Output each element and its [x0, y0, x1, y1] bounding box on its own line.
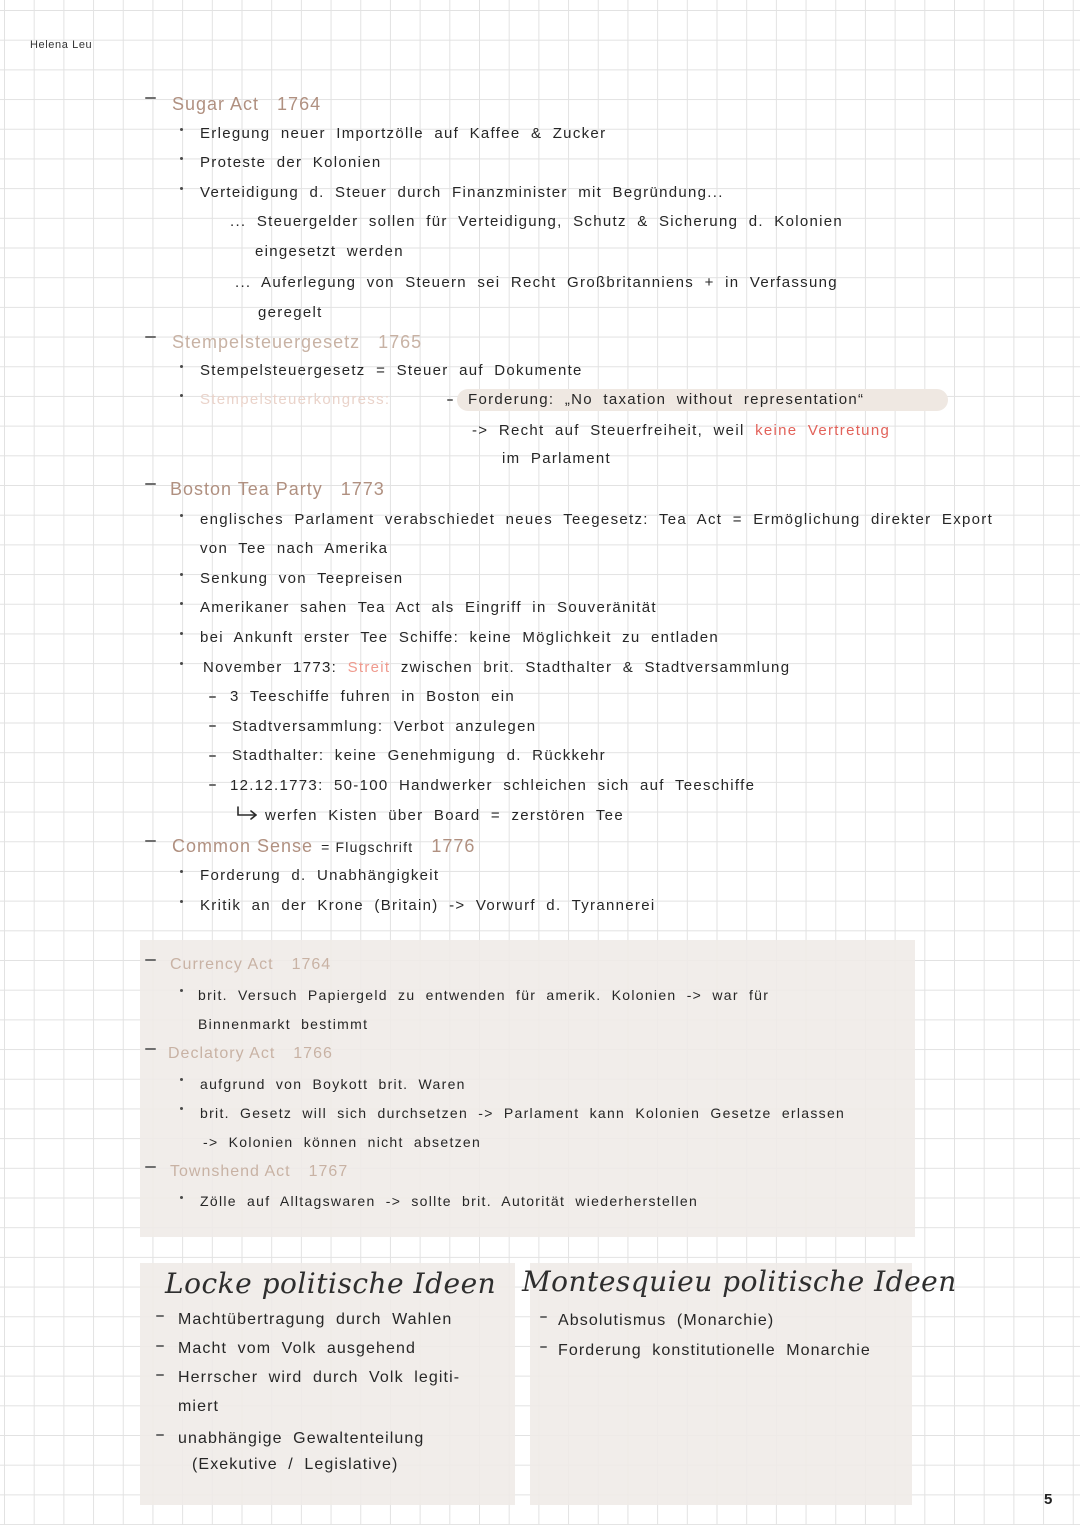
dash-marker: [540, 1346, 547, 1348]
bullet-dot: [180, 900, 183, 903]
dash-marker: [145, 1166, 156, 1168]
dash-marker: [209, 725, 216, 727]
bullet-dot: [180, 394, 183, 397]
detail-line: Stadthalter: keine Genehmigung d. Rückkehr: [232, 747, 606, 764]
sugar-act-heading: [172, 93, 321, 115]
page-number: 5: [1044, 1491, 1053, 1508]
note-line: Verteidigung d. Steuer durch Finanzminister mit Begründung...: [200, 184, 724, 201]
bullet-dot: [180, 870, 183, 873]
heading-title: Stempelsteuergesetz: [172, 332, 361, 352]
heading-title: Currency Act: [170, 956, 274, 973]
locke-title: Locke politische Ideen: [165, 1267, 497, 1300]
common-sense-heading: [172, 835, 475, 858]
sub-note-line: eingesetzt werden: [255, 243, 404, 260]
currency-act-heading: [170, 954, 331, 976]
note-line: Amerikaner sahen Tea Act als Eingriff in Souveränität: [200, 599, 657, 616]
dash-marker: [156, 1374, 164, 1376]
idea-line: Absolutismus (Monarchie): [558, 1312, 775, 1329]
bullet-dot: [180, 365, 183, 368]
bullet-dot: [180, 128, 183, 131]
sub-note-line: ... Steuergelder sollen für Verteidigung, Schutz & Sicherung d. Kolonien: [230, 213, 844, 230]
bullet-dot: [180, 187, 183, 190]
consequence-highlight: keine Vertretung: [755, 422, 891, 439]
idea-line: unabhängige Gewaltenteilung: [178, 1430, 425, 1447]
november-rest: zwischen brit. Stadthalter & Stadtversammlung: [400, 659, 791, 676]
return-arrow-icon: [236, 806, 260, 820]
idea-line: Macht vom Volk ausgehend: [178, 1340, 416, 1357]
bullet-dot: [180, 573, 183, 576]
detail-line: 12.12.1773: 50-100 Handwerker schleichen sich auf Teeschiffe: [230, 777, 756, 794]
note-line: Binnenmarkt bestimmt: [198, 1016, 369, 1032]
dash-marker: [447, 399, 453, 401]
declatory-act-heading: [168, 1043, 333, 1065]
montesquieu-title: Montesquieu politische Ideen: [522, 1265, 957, 1298]
heading-year: 1765: [378, 332, 423, 352]
note-line: englisches Parlament verabschiedet neues Teegesetz: Tea Act = Ermöglichung direkter Export: [200, 511, 994, 528]
bullet-dot: [180, 1196, 183, 1199]
bullet-dot: [180, 989, 183, 992]
bullet-dot: [180, 1078, 183, 1081]
heading-year: 1766: [293, 1045, 333, 1062]
idea-line: (Exekutive / Legislative): [192, 1456, 399, 1473]
consequence-line: [472, 421, 890, 441]
bullet-dot: [180, 602, 183, 605]
sub-note-line: ... Auferlegung von Steuern sei Recht Großbritanniens + in Verfassung: [235, 274, 838, 291]
dash-marker: [540, 1316, 547, 1318]
bullet-dot: [180, 632, 183, 635]
bullet-dot: [180, 662, 183, 665]
note-line: brit. Versuch Papiergeld zu entwenden für amerik. Kolonien -> war für: [198, 987, 770, 1003]
november-line: [203, 658, 790, 678]
november-date: November 1773:: [203, 659, 338, 676]
idea-line: miert: [178, 1398, 220, 1415]
demand-line: Forderung: „No taxation without representation“: [468, 391, 865, 408]
idea-line: Herrscher wird durch Volk legiti-: [178, 1369, 461, 1386]
dash-marker: [209, 784, 216, 786]
stamp-act-heading: [172, 331, 422, 353]
note-line: Kritik an der Krone (Britain) -> Vorwurf d. Tyrannerei: [200, 897, 656, 914]
dash-marker: [145, 1048, 156, 1050]
note-line: aufgrund von Boykott brit. Waren: [200, 1076, 466, 1092]
townshend-act-heading: [170, 1161, 348, 1183]
heading-year: 1767: [308, 1163, 349, 1180]
congress-label: Stempelsteuerkongress:: [200, 391, 391, 408]
november-highlight: Streit: [347, 659, 391, 676]
note-line: Stempelsteuergesetz = Steuer auf Dokumente: [200, 362, 583, 379]
dash-marker: [156, 1345, 164, 1347]
dash-marker: [145, 959, 156, 961]
idea-line: Machtübertragung durch Wahlen: [178, 1311, 453, 1328]
dash-marker: [145, 840, 156, 842]
heading-title: Sugar Act: [172, 94, 260, 114]
heading-year: 1773: [340, 479, 385, 499]
note-line: -> Kolonien können nicht absetzen: [203, 1134, 482, 1150]
note-line: Zölle auf Alltagswaren -> sollte brit. Autorität wiederherstellen: [200, 1193, 699, 1209]
sub-note-line: geregelt: [258, 304, 323, 321]
heading-title: Boston Tea Party: [170, 479, 323, 499]
boston-tea-party-heading: [170, 478, 385, 500]
detail-line: Stadtversammlung: Verbot anzulegen: [232, 718, 537, 735]
heading-year: 1764: [277, 94, 322, 114]
dash-marker: [156, 1315, 164, 1317]
note-line: Senkung von Teepreisen: [200, 570, 404, 587]
note-line: brit. Gesetz will sich durchsetzen -> Parlament kann Kolonien Gesetze erlassen: [200, 1105, 846, 1121]
heading-subtitle: = Flugschrift: [321, 839, 414, 855]
note-line: Forderung d. Unabhängigkeit: [200, 867, 440, 884]
consequence-text: -> Recht auf Steuerfreiheit, weil: [472, 422, 745, 439]
bullet-dot: [180, 514, 183, 517]
bullet-dot: [180, 1107, 183, 1110]
heading-year: 1776: [431, 836, 476, 856]
dash-marker: [209, 755, 216, 757]
heading-title: Common Sense: [172, 836, 314, 856]
note-line: bei Ankunft erster Tee Schiffe: keine Möglichkeit zu entladen: [200, 629, 719, 646]
bullet-dot: [180, 157, 183, 160]
detail-line: 3 Teeschiffe fuhren in Boston ein: [230, 688, 515, 705]
result-line: werfen Kisten über Board = zerstören Tee: [265, 807, 624, 824]
dash-marker: [209, 696, 216, 698]
idea-line: Forderung konstitutionelle Monarchie: [558, 1342, 871, 1359]
heading-title: Declatory Act: [168, 1045, 276, 1062]
note-line: von Tee nach Amerika: [200, 540, 389, 557]
note-line: Erlegung neuer Importzölle auf Kaffee & Zucker: [200, 125, 607, 142]
note-line: Proteste der Kolonien: [200, 154, 382, 171]
dash-marker: [156, 1434, 164, 1436]
consequence-end: im Parlament: [502, 450, 611, 467]
dash-marker: [145, 97, 156, 99]
heading-title: Townshend Act: [170, 1163, 291, 1180]
author-name: Helena Leu: [30, 39, 93, 51]
dash-marker: [145, 336, 156, 338]
heading-year: 1764: [291, 956, 332, 973]
dash-marker: [145, 483, 156, 485]
